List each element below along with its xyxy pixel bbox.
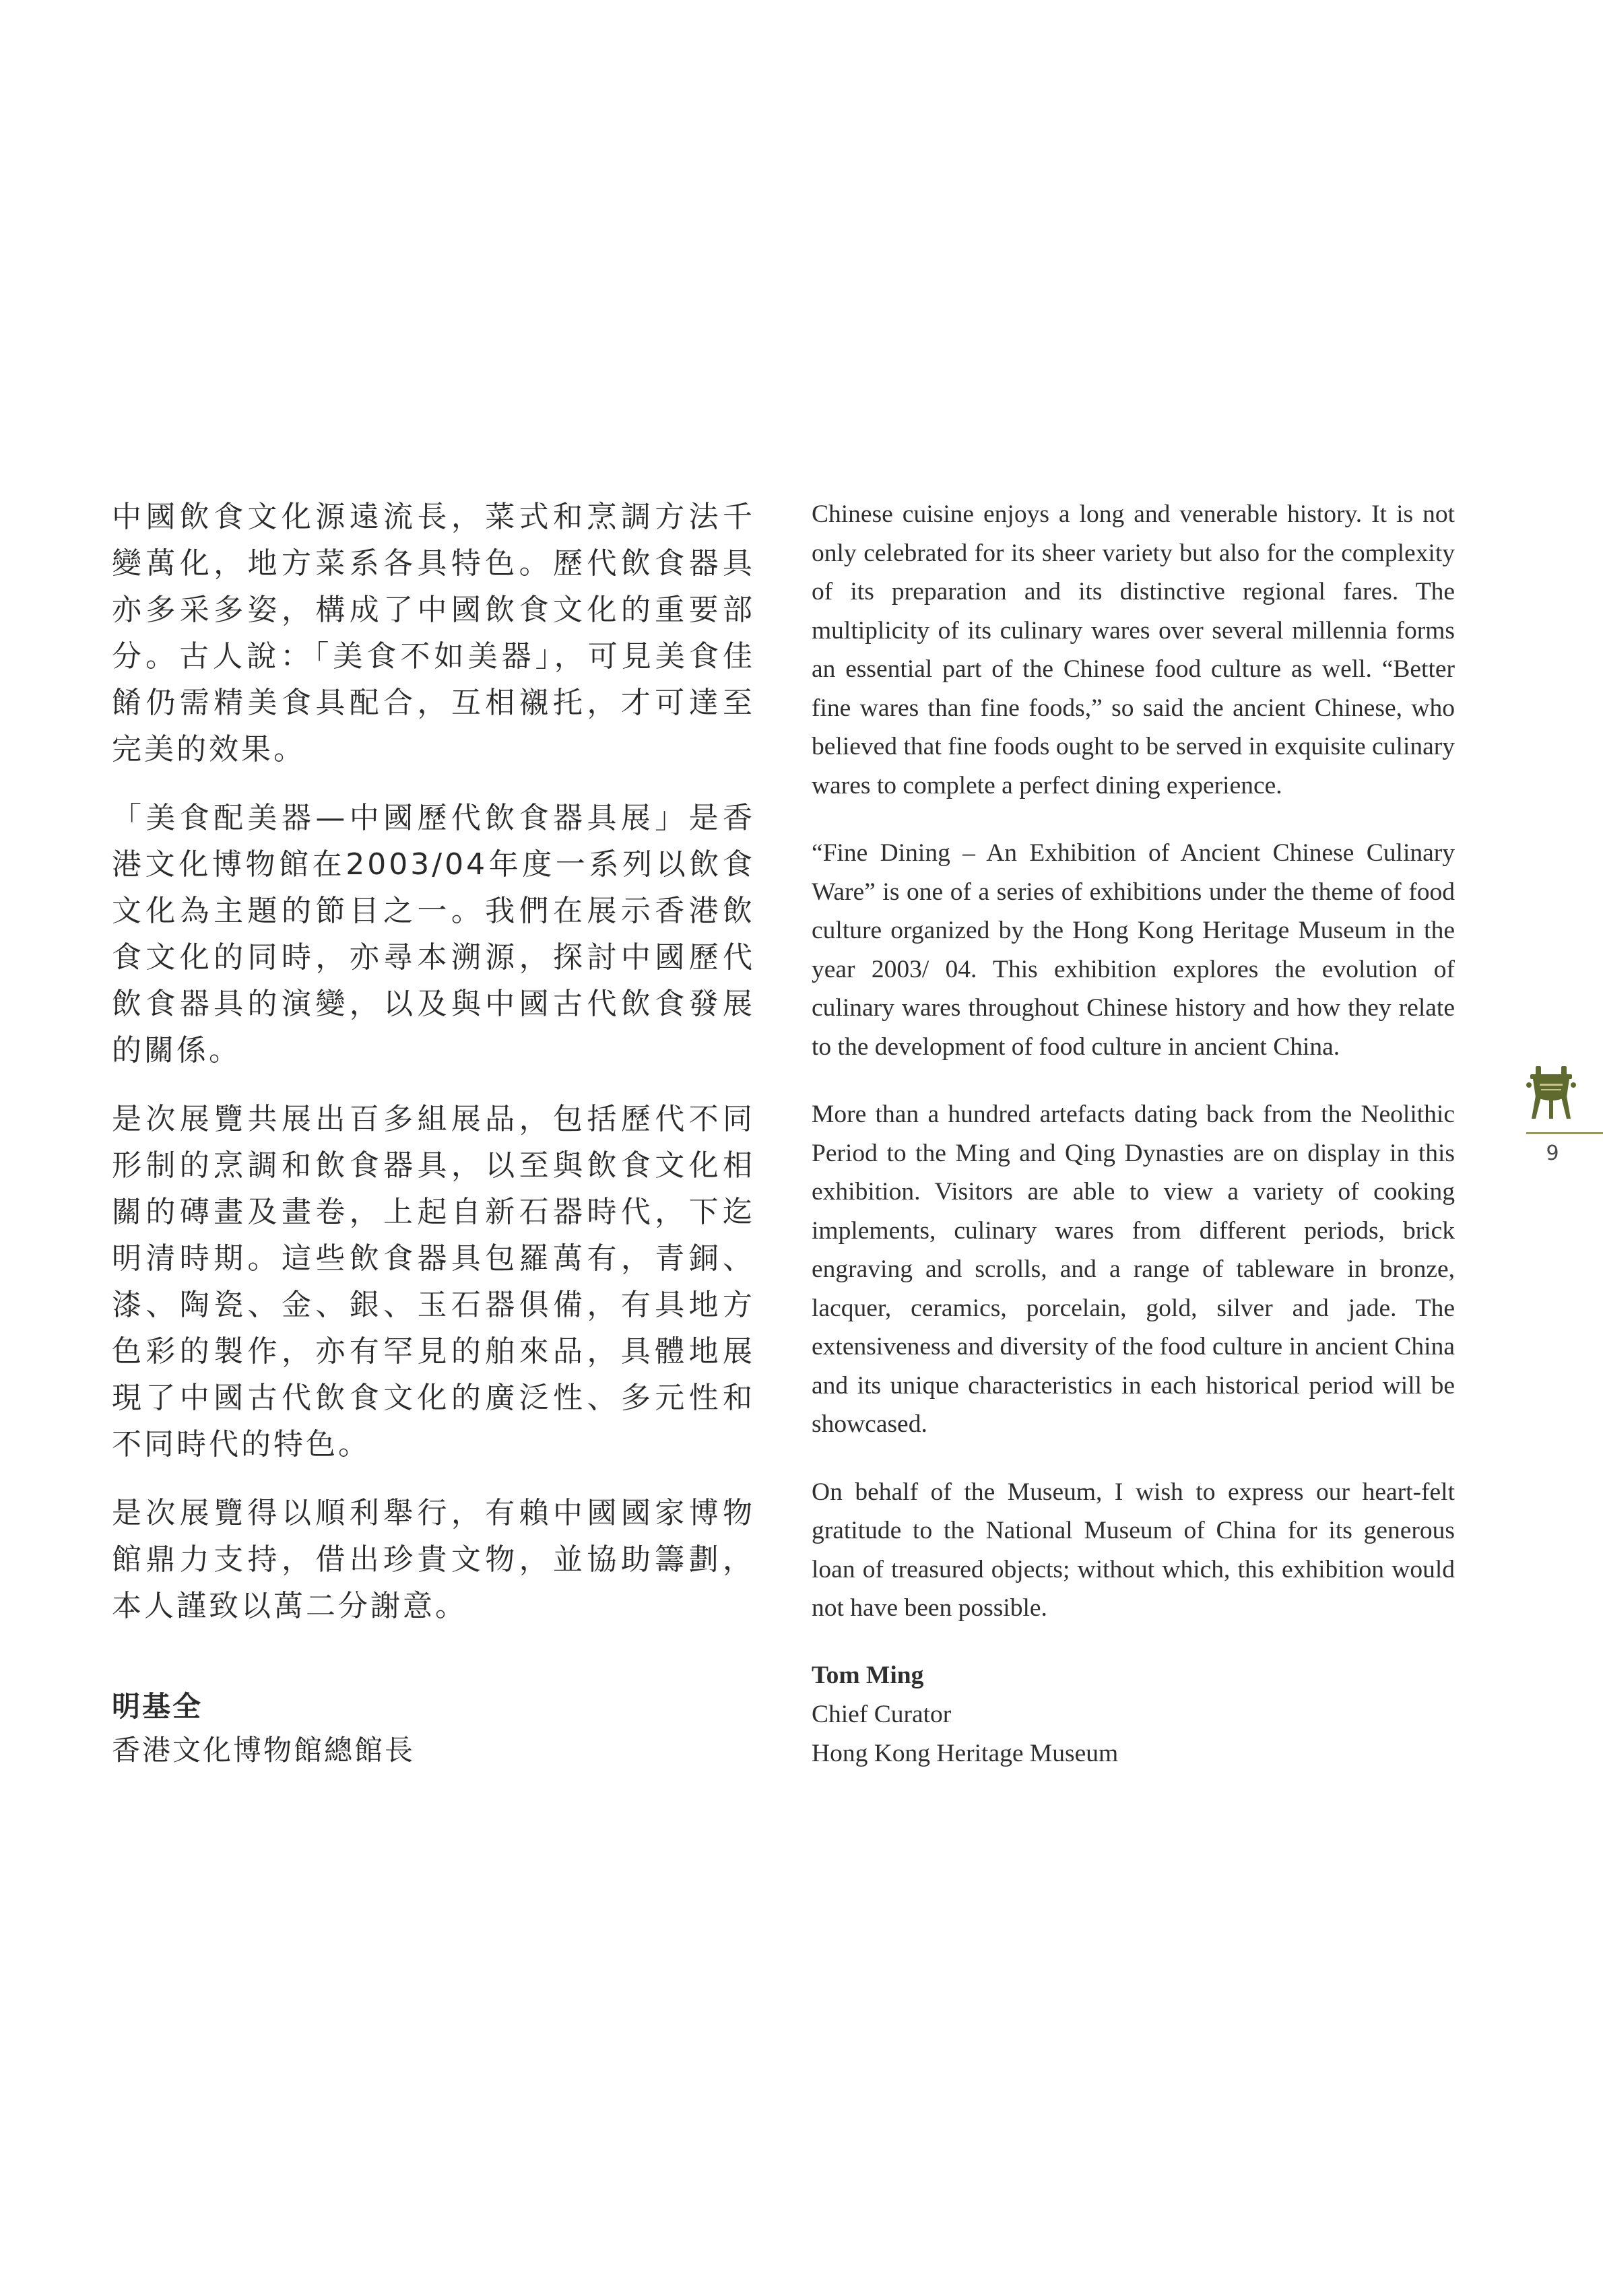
chinese-paragraph-4: 是次展覽得以順利舉行，有賴中國國家博物館鼎力支持，借出珍貴文物，並協助籌劃，本人謹致以萬二分謝意。 (112, 1496, 755, 1623)
english-signature (812, 1656, 1455, 1773)
margin-rule (1526, 1132, 1603, 1134)
chinese-paragraph-2: 「美食配美器—中國歷代飲食器具展」是香港文化博物館在2003/04年度一系列以飲食文化為主題的節目之一。我們在展示香港飲食文化的同時，亦尋本溯源，探討中國歷代飲食器具的演變，以及與中國古代飲食發展的關係。 (112, 801, 755, 1068)
bronze-vessel-icon (1526, 1065, 1576, 1120)
chinese-signature-title: 香港文化博物館總館長 (112, 1734, 416, 1767)
english-signature-org: Hong Kong Heritage Museum (812, 1740, 1119, 1767)
chinese-signature-name: 明基全 (112, 1690, 203, 1723)
english-signature-title: Chief Curator (812, 1701, 952, 1728)
english-text-column (812, 495, 1455, 1628)
english-paragraph-1: Chinese cuisine enjoys a long and venerable history. It is not only celebrated for its sheer variety but also for the complexity of its preparation and its distinctive regional fares. The multiplicity of its culinary wares over several millennia forms an essential part of the Chinese food culture as well. “Better fine wares than fine foods,” so said the ancient Chinese, who believed that fine foods ought to be served in exquisite culinary wares to complete a perfect dining experience. (812, 500, 1455, 799)
chinese-paragraph-3: 是次展覽共展出百多組展品，包括歷代不同形制的烹調和飲食器具，以至與飲食文化相關的磚畫及畫卷，上起自新石器時代，下迄明清時期。這些飲食器具包羅萬有，青銅、漆、陶瓷、金、銀、玉石器俱備，有具地方色彩的製作，亦有罕見的舶來品，具體地展現了中國古代飲食文化的廣泛性、多元性和不同時代的特色。 (112, 1102, 755, 1462)
english-paragraph-4: On behalf of the Museum, I wish to express our heart-felt gratitude to the National Museum of China for its generous loan of treasured objects; without which, this exhibition would not have been possible. (812, 1478, 1455, 1622)
english-paragraph-3: More than a hundred artefacts dating back from the Neolithic Period to the Ming and Qing Dynasties are on display in this exhibition. Visitors are able to view a variety of cooking implements, culinary wares from different periods, brick engraving and scrolls, and a range of tableware in bronze, lacquer, ceramics, porcelain, gold, silver and jade. The extensiveness and diversity of the food culture in ancient China and its unique characteristics in each historical period will be showcased. (812, 1101, 1455, 1438)
chinese-signature (112, 1686, 755, 1771)
english-paragraph-2: “Fine Dining – An Exhibition of Ancient Chinese Culinary Ware” is one of a series of exhibitions under the theme of food culture organized by the Hong Kong Heritage Museum in the year 2003/ 04. This exhibition explores the evolution of culinary wares throughout Chinese history and how they relate to the development of food culture in ancient China. (812, 839, 1455, 1061)
english-signature-name: Tom Ming (812, 1662, 924, 1689)
page-number: 9 (1546, 1142, 1559, 1165)
chinese-paragraph-1: 中國飲食文化源遠流長，菜式和烹調方法千變萬化，地方菜系各具特色。歷代飲食器具亦多采多姿，構成了中國飲食文化的重要部分。古人說：「美食不如美器」，可見美食佳餚仍需精美食具配合，互相襯托，才可達至完美的效果。 (112, 500, 755, 766)
chinese-text-column (112, 494, 755, 1629)
